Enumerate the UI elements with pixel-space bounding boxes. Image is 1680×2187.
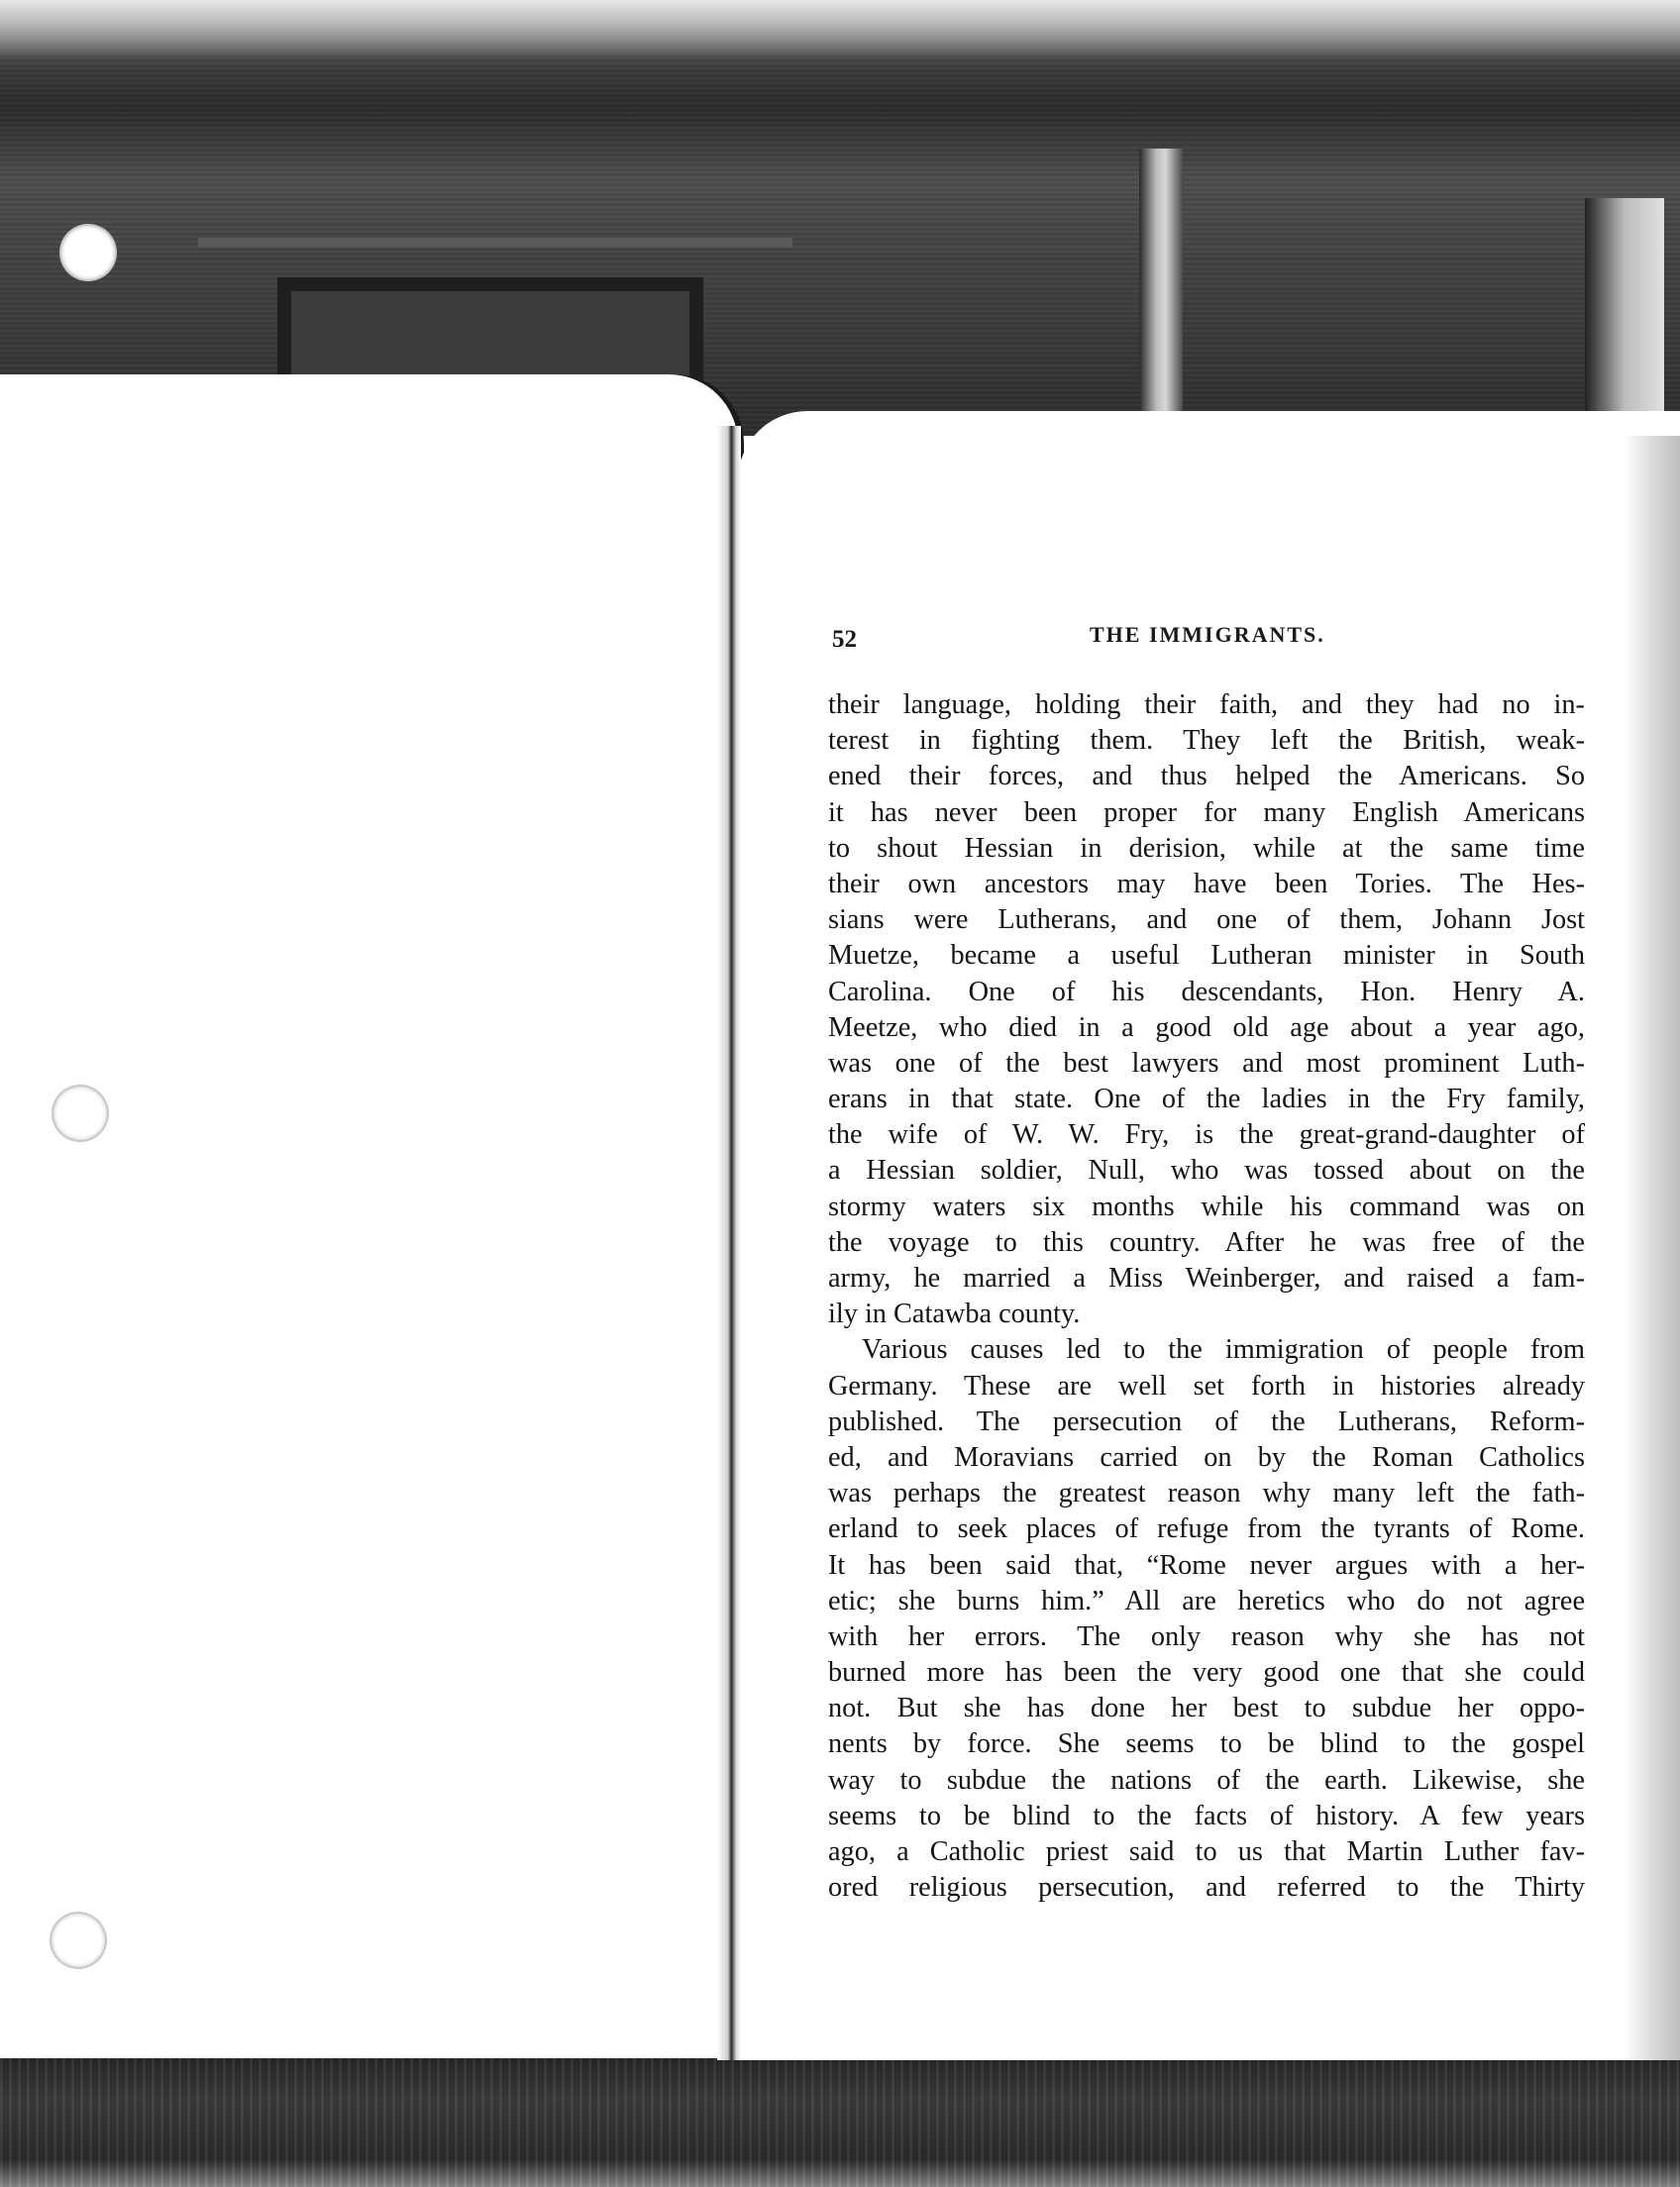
text-line: a Hessian soldier, Null, who was tossed about on the	[828, 1155, 1585, 1187]
right-page-edge-shading	[1625, 436, 1680, 2060]
text-line: ened their forces, and thus helped the Americans. So	[828, 761, 1585, 792]
text-line: their own ancestors may have been Tories. The Hes-	[828, 868, 1585, 899]
text-line: erland to seek places of refuge from the tyrants of Rome.	[828, 1513, 1585, 1545]
text-line: with her errors. The only reason why she has not	[828, 1620, 1585, 1652]
punch-hole-top	[61, 226, 115, 279]
background-post	[1139, 149, 1183, 416]
running-title: THE IMMIGRANTS.	[1090, 622, 1325, 647]
text-line: the voyage to this country. After he was free of the	[828, 1226, 1585, 1258]
text-line: etic; she burns him.” All are heretics who do not agree	[828, 1585, 1585, 1616]
text-line: burned more has been the very good one that she could	[828, 1657, 1585, 1689]
background-post-right	[1585, 198, 1664, 426]
text-line: Muetze, became a useful Lutheran minister in South	[828, 940, 1585, 972]
text-line: to shout Hessian in derision, while at the same time	[828, 832, 1585, 864]
blank-left-page	[0, 374, 738, 2058]
text-line: not. But she has done her best to subdue her oppo-	[828, 1693, 1585, 1724]
text-line: ored religious persecution, and referred to the Thirty	[828, 1872, 1585, 1904]
text-line: It has been said that, “Rome never argues with a her-	[828, 1549, 1585, 1581]
page-header	[832, 618, 1585, 658]
text-line: the wife of W. W. Fry, is the great-grand-daughter of	[828, 1119, 1585, 1151]
text-line: army, he married a Miss Weinberger, and raised a fam-	[828, 1263, 1585, 1294]
text-line: Various causes led to the immigration of people from	[862, 1334, 1585, 1366]
text-line: sians were Lutherans, and one of them, Johann Jost	[828, 904, 1585, 936]
text-line: ily in Catawba county.	[828, 1299, 1081, 1330]
text-line: stormy waters six months while his command was on	[828, 1191, 1585, 1222]
text-line: Meetze, who died in a good old age about a year ago,	[828, 1011, 1585, 1043]
book-gutter	[717, 426, 741, 2060]
text-line: ago, a Catholic priest said to us that Martin Luther fav-	[828, 1836, 1585, 1867]
text-line: terest in fighting them. They left the British, weak-	[828, 725, 1585, 757]
text-line: way to subdue the nations of the earth. Likewise, she	[828, 1764, 1585, 1796]
text-line: it has never been proper for many English Americans	[828, 796, 1585, 828]
text-line: Germany. These are well set forth in histories already	[828, 1370, 1585, 1402]
text-line: seems to be blind to the facts of history. A few years	[828, 1800, 1585, 1831]
text-line: Carolina. One of his descendants, Hon. Henry A.	[828, 976, 1585, 1007]
text-line: their language, holding their faith, and they had no in-	[828, 689, 1585, 720]
punch-hole-middle	[53, 1087, 107, 1140]
text-line: was one of the best lawyers and most prominent Luth-	[828, 1047, 1585, 1079]
text-line: was perhaps the greatest reason why many left the fath-	[828, 1478, 1585, 1510]
text-line: nents by force. She seems to be blind to the gospel	[828, 1728, 1585, 1760]
text-line: published. The persecution of the Lutherans, Reform-	[828, 1406, 1585, 1437]
punch-hole-bottom	[52, 1914, 105, 1967]
page-number: 52	[832, 626, 857, 653]
photo-background-glare	[0, 0, 1680, 59]
photo-background-bottom	[0, 2040, 1680, 2187]
page-body-text	[828, 687, 1585, 1906]
text-line: erans in that state. One of the ladies in the Fry family,	[828, 1084, 1585, 1115]
text-line: ed, and Moravians carried on by the Roman Catholics	[828, 1441, 1585, 1473]
